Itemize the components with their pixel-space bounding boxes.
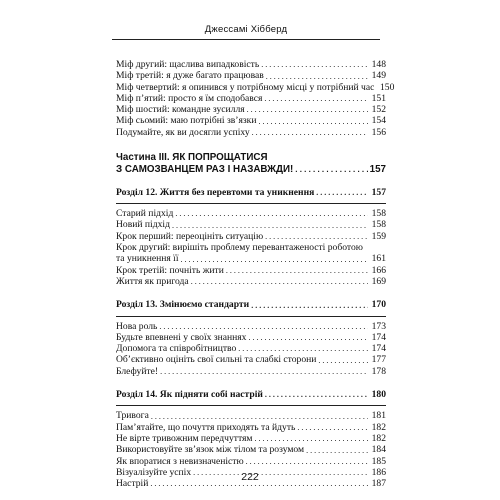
leader-dots — [265, 231, 368, 242]
entry-title: Пам’ятайте, що почуття приходять та йдуть — [116, 421, 296, 433]
toc-entry — [116, 332, 386, 343]
leader-dots — [247, 104, 368, 115]
leader-dots — [191, 276, 368, 287]
entry-title-line2: та уникнення її — [116, 253, 179, 265]
entry-page: 154 — [371, 115, 386, 127]
leader-dots — [295, 164, 367, 175]
entry-page: 186 — [371, 466, 386, 478]
leader-dots — [258, 116, 368, 127]
entry-page: 158 — [371, 219, 386, 231]
entry-title: Міф шостий: командне зусилля — [116, 104, 245, 116]
leader-dots — [172, 220, 368, 231]
entry-page: 185 — [371, 455, 386, 467]
toc-entry — [116, 265, 386, 276]
toc-entry — [116, 70, 386, 81]
leader-dots — [181, 254, 369, 265]
entry-page: 166 — [371, 264, 386, 276]
leader-dots — [175, 208, 368, 219]
leader-dots — [318, 355, 368, 366]
leader-dots — [255, 433, 369, 444]
entry-title: Тривога — [116, 410, 149, 422]
entry-page: 148 — [371, 59, 386, 70]
entry-page: 182 — [371, 421, 386, 433]
entry-title: Подумайте, як ви досягли успіху — [116, 126, 250, 138]
toc-entry-multiline — [116, 242, 386, 265]
header-rule — [112, 39, 380, 40]
entry-page: 177 — [371, 354, 386, 366]
entry-page: 159 — [371, 230, 386, 242]
chapter-12-page: 157 — [371, 186, 386, 198]
entry-title: Життя як пригода — [116, 275, 189, 287]
entry-title: Об’єктивно оцініть свої сильні та слабкі сторони — [116, 354, 317, 366]
toc-entry — [116, 219, 386, 230]
leader-dots — [238, 343, 368, 354]
entry-title: Не вірте тривожним передчуттям — [116, 432, 253, 444]
toc-entry — [116, 115, 386, 126]
entry-page: 178 — [371, 365, 386, 377]
toc-entry — [116, 104, 386, 115]
entry-title: Крок перший: переоцініть ситуацію — [116, 230, 264, 242]
leader-dots — [261, 59, 368, 70]
leader-dots — [316, 187, 368, 198]
chapter-14-title: Розділ 14. Як підняти собі настрій — [116, 389, 263, 401]
part-3-page: 157 — [369, 163, 386, 175]
entry-page: 184 — [371, 444, 386, 456]
chapter-13-page: 170 — [371, 299, 386, 311]
entry-page: 151 — [371, 92, 386, 104]
toc-entry — [116, 354, 386, 365]
leader-dots — [226, 265, 368, 276]
entry-page: 181 — [371, 410, 386, 422]
chapter-13-items — [116, 321, 386, 377]
entry-page: 174 — [371, 343, 386, 355]
page-number: 222 — [241, 471, 259, 483]
toc-entry — [116, 208, 386, 219]
chapter-12-items — [116, 208, 386, 242]
entry-page: 173 — [371, 320, 386, 332]
entry-page: 158 — [371, 208, 386, 220]
entry-page: 152 — [371, 104, 386, 116]
toc-entry — [116, 59, 386, 70]
toc-entry — [116, 444, 386, 455]
entry-page: 169 — [371, 275, 386, 287]
entry-title: Настрій — [116, 478, 149, 490]
entry-title: Будьте впевнені у своїх знаннях — [116, 331, 247, 343]
entry-title: Міф сьомий: маю потрібні зв’язки — [116, 115, 257, 127]
toc-entry — [116, 422, 386, 433]
toc-entry — [116, 81, 395, 93]
part-3-heading — [116, 152, 386, 175]
entry-title: Нова роль — [116, 320, 158, 332]
entry-page: 182 — [371, 432, 386, 444]
toc-entry — [116, 276, 386, 287]
leader-dots — [251, 300, 368, 311]
toc-entry — [116, 93, 386, 104]
entry-page: 149 — [371, 70, 386, 82]
chapter-12-heading — [116, 187, 386, 198]
entry-title: Старий підхід — [116, 208, 174, 220]
entry-page: 187 — [371, 478, 386, 490]
entry-title-line1: Крок другий: вирішіть проблему перевантаженості роботою — [116, 242, 363, 254]
part-3-title-line2: З САМОЗВАНЦЕМ РАЗ І НАЗАВЖДИ! — [116, 163, 294, 175]
entry-title: Допомога та співробітництво — [116, 343, 237, 355]
toc-entry — [116, 433, 386, 444]
myths-list — [116, 59, 395, 138]
toc-entry — [116, 127, 386, 138]
table-of-contents — [116, 59, 395, 490]
part-3-title-line1: Частина ІІІ. ЯК ПОПРОЩАТИСЯ — [116, 152, 268, 164]
entry-title: Як впоратися з невизначеністю — [116, 455, 244, 467]
entry-title: Міф другий: щаслива випадковість — [116, 59, 260, 70]
running-header-author: Джессамі Хібберд — [204, 24, 288, 35]
toc-entry — [116, 366, 386, 377]
toc-entry — [116, 321, 386, 332]
entry-title: Міф третій: я дуже багато працював — [116, 70, 264, 82]
leader-dots — [265, 389, 368, 400]
toc-entry — [116, 410, 386, 421]
leader-dots — [252, 127, 368, 138]
chapter-14-page: 180 — [371, 389, 386, 401]
leader-dots — [266, 71, 368, 82]
leader-dots — [248, 332, 368, 343]
leader-dots — [297, 422, 368, 433]
entry-page: 150 — [379, 81, 395, 93]
entry-title: Крок третій: почніть жити — [116, 264, 224, 276]
leader-dots — [151, 411, 368, 422]
entry-page: 174 — [371, 331, 386, 343]
chapter-13-heading — [116, 299, 386, 310]
entry-page: 156 — [371, 126, 386, 138]
entry-title: Візуалізуйте успіх — [116, 466, 192, 478]
chapter-14-heading — [116, 389, 386, 400]
entry-title: Використовуйте зв’язок між тілом та розумом — [116, 444, 305, 456]
leader-dots — [246, 456, 368, 467]
entry-page: 161 — [371, 253, 386, 265]
leader-dots — [160, 366, 368, 377]
leader-dots — [306, 445, 368, 456]
chapter-12-title: Розділ 12. Життя без перевтоми та уникнення — [116, 186, 315, 198]
toc-entry — [116, 456, 386, 467]
entry-title: Блефуйте! — [116, 365, 159, 377]
entry-title: Міф п’ятий: просто я їм сподобався — [116, 92, 263, 104]
chapter-12-items-2 — [116, 265, 386, 288]
leader-dots — [159, 321, 368, 332]
toc-entry — [116, 343, 386, 354]
chapter-13-title: Розділ 13. Змінюємо стандарти — [116, 299, 250, 311]
entry-title: Міф четвертий: я опинився у потрібному місці у потрібний час — [116, 81, 375, 93]
toc-entry — [116, 231, 386, 242]
entry-title: Новий підхід — [116, 219, 170, 231]
leader-dots — [264, 93, 368, 104]
